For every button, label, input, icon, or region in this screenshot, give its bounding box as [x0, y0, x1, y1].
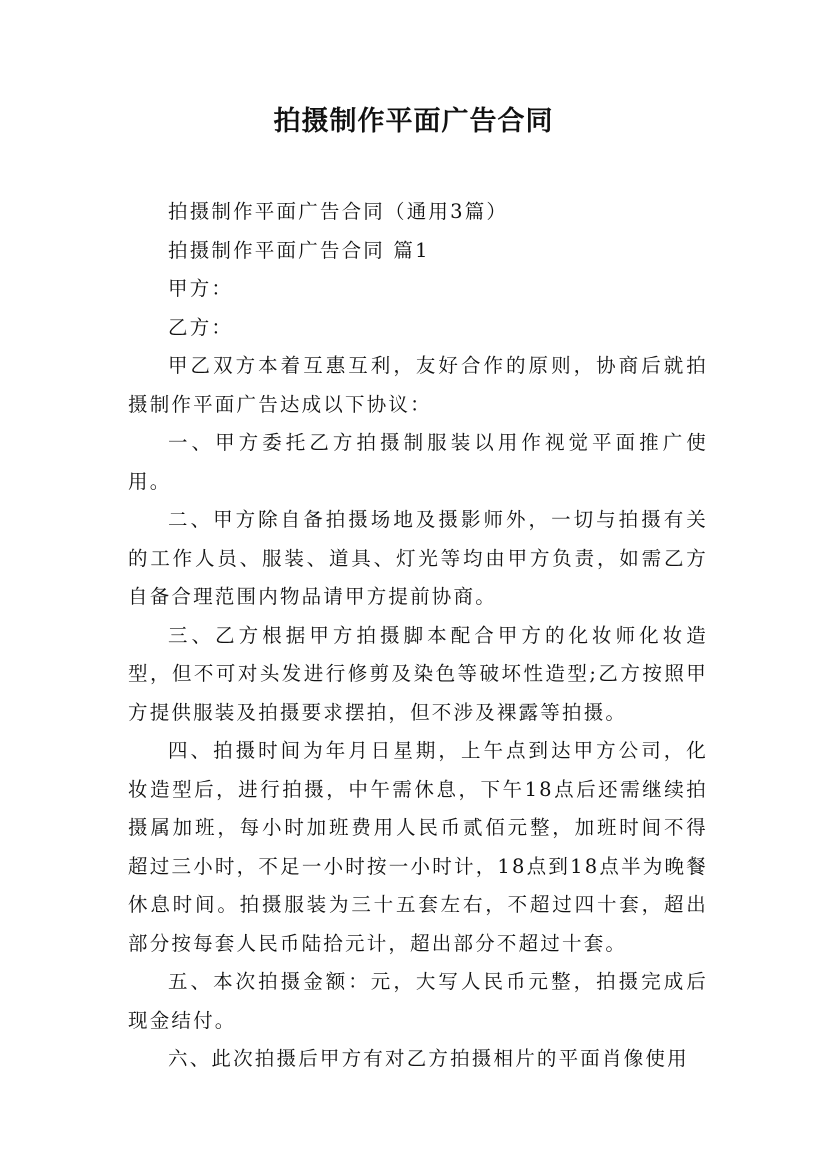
document-title: 拍摄制作平面广告合同: [273, 106, 554, 137]
party-a-line: 甲方：: [168, 277, 234, 300]
section-heading: 拍摄制作平面广告合同 篇1: [168, 238, 430, 262]
clause-3: 三、乙方根据甲方拍摄脚本配合甲方的化妆师化妆造型，但不可对头发进行修剪及染色等破坏性造型;乙方按照甲方提供服装及拍摄要求摆拍，但不涉及裸露等拍摄。: [128, 623, 708, 724]
party-b-line: 乙方：: [168, 315, 234, 339]
clause-4: 四、拍摄时间为年月日星期，上午点到达甲方公司，化妆造型后，进行拍摄，中午需休息，下午18点后还需继续拍摄属加班，每小时加班费用人民币贰佰元整，加班时间不得超过三小时，不足一小时按一小时计，18点到18点半为晚餐休息时间。拍摄服装为三十五套左右，不超过四十套，超出部分按每套人民币陆拾元计，超出部分不超过十套。: [128, 739, 708, 955]
clause-2: 二、甲方除自备拍摄场地及摄影师外，一切与拍摄有关的工作人员、服装、道具、灯光等均由甲方负责，如需乙方自备合理范围内物品请甲方提前协商。: [128, 508, 708, 608]
clause-1: 一、甲方委托乙方拍摄制服装以用作视觉平面推广使用。: [128, 431, 708, 493]
subtitle-line: 拍摄制作平面广告合同（通用3篇）: [168, 200, 509, 223]
document-body: [128, 193, 708, 1079]
intro-paragraph: 甲乙双方本着互惠互利，友好合作的原则，协商后就拍摄制作平面广告达成以下协议：: [128, 354, 708, 416]
clause-6: 六、此次拍摄后甲方有对乙方拍摄相片的平面肖像使用: [168, 1047, 689, 1070]
clause-5: 五、本次拍摄金额：元，大写人民币元整，拍摄完成后现金结付。: [128, 970, 708, 1032]
